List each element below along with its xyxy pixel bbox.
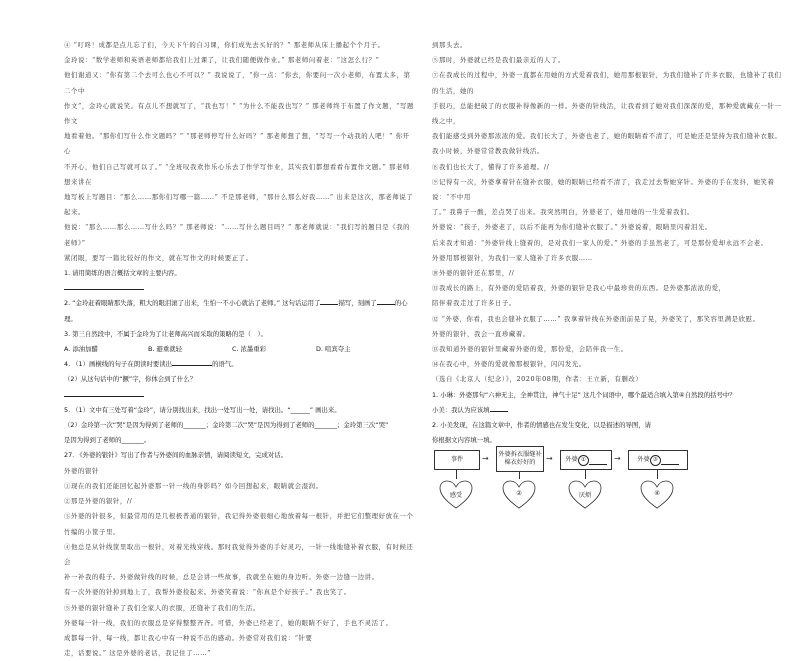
question-27: 27. 《外婆的银针》写出了作者与外婆间的血脉亲情，请阅读短文，完成对话。 — [64, 451, 288, 460]
answer-blank[interactable] — [172, 357, 212, 366]
passage-para: ②那是外婆的银针，// — [64, 497, 133, 506]
arrow-right-icon: → — [546, 454, 553, 463]
arrow-right-icon: → — [482, 454, 489, 463]
question-5c: 是因为得到了老师的_______。 — [64, 436, 151, 445]
passage-line: 陪伴着我走过了许多日子。 — [432, 299, 516, 308]
answer-blank[interactable] — [320, 296, 338, 305]
passage-line: 紧闭眼，要写一篇比较好的作文，就在写作文的时候要正了。 — [64, 253, 253, 262]
passage-para: ①现在的我们还能回忆起外婆那一针一线的身影吗？如今回想起来，眼睛就会湿润。 — [64, 481, 323, 490]
event-box-2-text: 外婆拆衣服缝补棉衣好好的 — [498, 451, 542, 466]
answer-line[interactable] — [64, 388, 416, 403]
passage-title: 外婆的银针 — [64, 466, 99, 475]
connector-line — [657, 469, 658, 479]
arrow-right-icon: → — [614, 454, 621, 463]
passage-line: 我们能感受到外婆那浓浓的爱。我们长大了，外婆也老了，她的眼睛看不清了，可是她还是坚持为我们缝补衣服。 — [432, 132, 782, 141]
event-box-2 — [496, 446, 544, 472]
passage-line: 金玲说：“数学老师和英语老师都给我们上过课了，让我们随便做作业。” 那老师问着老：“这怎么行？” — [64, 56, 380, 65]
passage-line: ⑦在我成长的过程中，外婆一直都在用她的方式爱着我们，她用那根银针，为我们缝补了许多衣服，也缝补了我们的生活，她的 — [432, 71, 782, 95]
emotion-flow-diagram — [434, 446, 702, 516]
question-5b: （2）金玲第一次“哭”是因为得到了老师的_______；金玲第二次“哭”是因为得到了老师的_______；金玲第三次“哭” — [64, 421, 389, 430]
passage-line: ⑭在我心中，外婆的爱就像那根银针，闪闪发光。 — [432, 360, 586, 369]
answer-blank[interactable] — [377, 296, 395, 305]
passage-line: 作文”，金玲心就说笑。有点儿不想就写了，“我也写！” “为什么不能我也写？” 那老师终于布置了作文题，“写题作文 — [64, 101, 415, 126]
question-r1b-text: 小美：我认为应该填 — [432, 405, 490, 414]
left-column — [64, 38, 416, 661]
question-r2b: 你根据文内容填一填。 — [432, 436, 496, 445]
passage-line: 后来我才知道：“外婆针线上缝着的，是对我们一家人的爱。” 外婆的手虽然老了，可是那份爱却永远不会老。 — [432, 238, 768, 247]
passage-line: ⑤那时，外婆就已经是我们最亲近的人了。 — [432, 56, 565, 65]
circle-number: ③ — [650, 455, 661, 466]
event-box — [434, 450, 480, 470]
passage-line: 外婆用那根银针，为我们一家人缝补了许多衣服…… — [432, 253, 593, 262]
event-box-3-prefix: 外婆 — [565, 456, 578, 463]
event-label: 事件 — [450, 456, 464, 463]
question-5: 5. （1）文中有三处写着“金玲”，请分别找出来，找出一处写出一处，请找出。“______” 画出来。 — [64, 405, 341, 414]
heart-label: 感受 — [449, 492, 463, 499]
option-d[interactable]: D. 喧宾夺主 — [316, 345, 351, 354]
passage-line: 外婆的银针，我会一直珍藏着。 — [432, 329, 530, 338]
right-column — [432, 38, 784, 448]
question-2 — [64, 296, 416, 326]
question-2-tail2: 的心理。 — [64, 299, 408, 323]
passage-para: ③外婆的针很多，但最常用的是几根极普通的银针，我记得外婆很细心地放着每一根针，并把它们整理好放在一个竹编的小筐子里。 — [64, 512, 414, 536]
option-c[interactable]: C. 浓墨重彩 — [232, 345, 267, 354]
answer-blank[interactable] — [661, 456, 679, 465]
circle-number: ① — [578, 455, 589, 466]
passage-line: ⑫ “外婆，你看，我也会缝补衣服了……” 我拿着针线在外婆面前晃了晃，外婆笑了，那笑容里满是欣慰。 — [432, 314, 760, 323]
passage-para: 走，话要说。” 这是外婆的老话，我记住了……” — [64, 649, 211, 658]
passage-line: ⑨记得有一次，外婆拿着针在缝补衣服，她的眼睛已经看不清了，我走过去帮她穿针。外婆的手在发抖，她笑着说：“不中用 — [432, 177, 775, 202]
question-3: 3. 第三自然段中，不属于金玲为了让老师高兴而采取的策略的是（ ）。 — [64, 329, 268, 338]
question-4 — [64, 357, 416, 372]
question-r1: 1. 小琳：外婆那句“六神无主，全神贯注，神气十足” 这几个词语中，哪个最适合填入第④自然段的括号中？ — [432, 390, 736, 399]
event-box-3 — [560, 450, 612, 470]
passage-line: 他们谢道又：“你有第二个去可么也心不可以？” 我说说了，“你一点：“你去，你要问一次小老师，布置太多，第二个中 — [64, 71, 411, 95]
answer-blank[interactable] — [490, 403, 508, 412]
passage-para: 外婆每一针一线，我们的衣服总是穿得整整齐齐。可惜，外婆已经老了，她的眼睛不好了，手也不灵活了。 — [64, 618, 393, 627]
passage-para: ⑤外婆的银针缝补了我们全家人的衣服，还缝补了我们的生活。 — [64, 603, 260, 612]
heart-label[interactable]: ④ — [654, 490, 660, 497]
question-4b: （2）从这句话中的“撅”字，你体会到了什么？ — [64, 375, 197, 384]
passage-line: 不开心，他们自己写就可以了。” “全班叹我欢作乐心乐去了作学写作业，其实我们都想看看布置作文题。” 那老师想来讲在 — [64, 162, 411, 186]
passage-line: ⑧我们也长大了，懂得了许多道理。// — [432, 162, 550, 171]
passage-line: 手很巧，总能把破了的衣服补得像新的一样。外婆的针线活，让我看到了她对我们深深的爱，那种爱就藏在一针一线之中， — [432, 101, 782, 126]
heart-label[interactable]: ② — [516, 490, 522, 497]
question-1: 1. 请用简练的语言概括文章的主要内容。 — [64, 269, 181, 278]
passage-line: ⑩外婆的银针还在那里，// — [432, 269, 515, 278]
passage-line: ④ “叮咚！成都是点儿忘了们，今天下午的自习课，你们成先去买好的？” 那老师从床上播起个个月子。 — [64, 41, 385, 49]
passage-para: ④他总是从针线筐里取出一根针，对着光线穿线。那时我觉得外婆的手好灵巧，一针一线地缝补着衣服，有时候还会 — [64, 542, 414, 566]
passage-source: （选自《北京人（纪念）》，2020年08期，作者：王立新，有删改） — [432, 375, 643, 384]
passage-line: 到那头去。 — [432, 41, 467, 49]
connector-line — [519, 471, 520, 479]
passage-para: 成都每一针，每一线，都让我心中有一种说不出的感动。外婆常对我们说：“针要 — [64, 633, 313, 642]
passage-line: 我小时候，外婆常常教我做针线活。 — [432, 147, 544, 156]
passage-line: 他说：“那么……那么……写什么吗？” 那老师说：“……写什么题目吗？” 那老师就说：“我们写的题目是《我的老师》” — [64, 223, 411, 247]
option-a[interactable]: A. 添油加醋 — [64, 345, 98, 354]
passage-para: 有一次外婆的针掉到地上了，我帮外婆捡起来。外婆笑着说：“你真是个好孩子。” 我也笑了。 — [64, 588, 351, 597]
passage-line: ⑪我成长的路上，有外婆的爱陪着我，外婆的银针是我心中最珍贵的东西。是外婆那浓浓的爱， — [432, 284, 726, 293]
question-2-tail: 描写，刻画了 — [338, 299, 377, 308]
question-4-text: 4. （1）画横线的句子在朗读时要读出 — [64, 360, 173, 369]
passage-line: 外婆说：“孩子，外婆老了，以后不能再为你们缝补衣服了。” 外婆说着，眼睛里闪着泪光。 — [432, 223, 712, 232]
connector-line — [585, 469, 586, 479]
passage-line: 地写板上写题目：“那么……那你们写哪一篇……” 不是那老师，“那什么那么好我……” 出来是这次，那老师说了起来。 — [64, 193, 414, 217]
question-3-options — [64, 342, 416, 357]
passage-para: 补一补我的鞋子。外婆做针线的时候，总是会讲一些故事，我就坐在她的身边听。外婆一边缝一边讲。 — [64, 573, 379, 582]
answer-line[interactable] — [64, 281, 416, 296]
option-b[interactable]: B. 避重就轻 — [148, 345, 183, 354]
passage-line: 地看着他。“那你们写什么作文题吗？” “那老师停写什么好吗？” 那老师想了想，“写写一个动我的人吧！” 你开心 — [64, 132, 410, 156]
passage-line: 了。” 我鼻子一酸，差点哭了出来。我突然明白，外婆老了，她用她的一生爱着我们。 — [432, 208, 694, 217]
event-box-4-prefix: 外婆 — [637, 456, 650, 463]
question-2-text: 2. “金玲赶着眼睛那失落，粗大的眼泪滚了出来，生怕一不小心就沾了老师。” 这句话运用了 — [64, 299, 321, 308]
passage-line: ⑬我知道外婆的银针里藏着外婆的爱，那份爱，会陪伴我一生。 — [432, 345, 628, 354]
question-4-tail: 的语气。 — [212, 360, 238, 369]
question-r2: 2. 小美发现，在这篇文章中，作者的情感也在发生变化，以是描述的导图，请 — [432, 421, 652, 430]
connector-line — [456, 469, 457, 479]
question-r1b — [432, 403, 784, 418]
answer-blank[interactable] — [589, 456, 607, 465]
heart-label: 厌烦 — [578, 492, 592, 499]
event-box-4 — [628, 450, 688, 470]
